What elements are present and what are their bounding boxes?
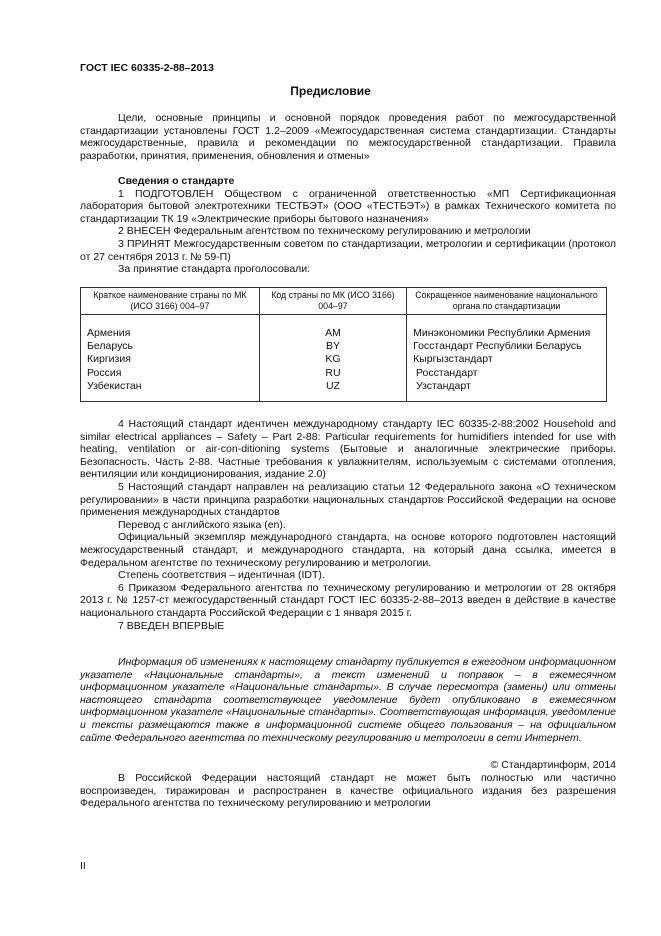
country-cell: Беларусь xyxy=(81,340,260,353)
about-item-2: 2 ВНЕСЕН Федеральным агентством по техническому регулированию и метрологии xyxy=(118,225,531,238)
page-title: Предисловие xyxy=(290,84,371,98)
table-row xyxy=(81,367,607,380)
code-cell: BY xyxy=(259,340,406,353)
information-notice-section xyxy=(80,656,616,744)
body-cell: Узстандарт xyxy=(407,380,607,402)
body-cell: Госстандарт Республики Беларусь xyxy=(407,340,607,353)
item-7-paragraph: 7 ВВЕДЕН ВПЕРВЫЕ xyxy=(118,619,225,632)
code-cell: UZ xyxy=(259,380,406,402)
header-standards-body: Сокращенное наименование национального органа по стандартизации xyxy=(407,288,607,315)
country-cell: Узбекистан xyxy=(81,380,260,402)
restriction-paragraph: В Российской Федерации настоящий стандарт не может быть полностью или частично воспроизведен, тиражирован и распространен в качестве официального издания без разрешения Федерального агентства по техническому регулированию и метрологии xyxy=(80,772,616,810)
about-item-3: 3 ПРИНЯТ Межгосударственным советом по стандартизации, метрологии и сертификации (протокол от 27 сентября 2013 г. № 59-П) xyxy=(80,237,616,263)
votes-table xyxy=(80,287,607,402)
body-cell: Кыргызстандарт xyxy=(407,353,607,366)
country-cell: Киргизия xyxy=(81,353,260,366)
vote-intro: За принятие стандарта проголосовали: xyxy=(118,263,311,276)
item-6-paragraph: 6 Приказом Федерального агентства по техническому регулированию и метрологии от 28 октября 2013 г. № 1257-ст межгосударственный стандарт ГОСТ IEC 60335-2-88–2013 введен в действие в качестве национального стандарта Российской Федерации с 1 января 2015 г. xyxy=(80,581,616,619)
table-row xyxy=(81,380,607,402)
compliance-degree-paragraph: Степень соответствия – идентичная (IDT). xyxy=(118,569,325,582)
item-5-paragraph: 5 Настоящий стандарт направлен на реализацию статьи 12 Федерального закона «О техническом регулировании» в части принципа разработки национальных стандартов Российской Федерации на основе применения международных стандартов xyxy=(80,480,616,519)
copyright-line: © Стандартинформ, 2014 xyxy=(490,759,616,771)
information-notice: Информация об изменениях к настоящему стандарту публикуется в ежегодном информационном указателе «Национальные стандарты», а текст изменений и поправок – в ежемесячном информационном указателе «Национальные стандарты». В случае пересмотра (замены) или отмены настоящего стандарта соответствующее уведомление будет опубликовано в ежемесячном информационном указателе «Национальные стандарты». Соответствующая информация, уведомление и тексты размещаются также в информационной системе общего пользования – на официальном сайте Федерального агентства по техническому регулированию и метрологии в сети Интернет. xyxy=(80,656,616,744)
about-item-1: 1 ПОДГОТОВЛЕН Обществом с ограниченной ответственностью «МП Сертификационная лаборатория бытовой электротехники ТЕСТБЭТ» (ООО «ТЕСТБЭТ») в рамках Технического комитета по стандартизации ТК 19 «Электрические приборы бытового назначения» xyxy=(80,187,616,225)
page-number: II xyxy=(80,860,86,872)
document-code-header: ГОСТ IEC 60335-2-88–2013 xyxy=(80,62,214,74)
table-row xyxy=(81,340,607,353)
about-standard-section xyxy=(80,175,616,276)
item-4-paragraph: 4 Настоящий стандарт идентичен международному стандарту IEC 60335-2-88:2002 Household and similar electrical appliances – Safety – Part 2-88: Particular requirements for humidifiers intended for use with heating, ventilation or air-con-ditioning systems (Бытовые и аналогичные электрические приборы. Безопасность. Часть 2-88. Частные требования к увлажнителям, используемым с системами отопления, вентиляции или кондиционирования, издание 2.0) xyxy=(80,418,616,481)
code-cell: KG xyxy=(259,353,406,366)
about-heading: Сведения о стандарте xyxy=(118,175,235,187)
restriction-section xyxy=(80,772,616,810)
votes-table-header-row xyxy=(81,288,607,315)
translation-paragraph: Перевод с английского языка (en). xyxy=(118,518,286,531)
header-country-code: Код страны по МК (ИСО 3166) 004–97 xyxy=(259,288,406,315)
intro-section xyxy=(80,112,616,162)
header-country-name: Краткое наименование страны по МК (ИСО 3166) 004–97 xyxy=(81,288,260,315)
standard-details-section xyxy=(80,418,616,632)
intro-paragraph: Цели, основные принципы и основной порядок проведения работ по межгосударственной стандартизации установлены ГОСТ 1.2–2009 «Межгосударственная система стандартизации. Стандарты межгосударственные, правила и рекомендации по межгосударственной стандартизации. Правила разработки, принятия, применения, обновления и отмены» xyxy=(80,112,616,162)
table-row xyxy=(81,315,607,341)
code-cell: AM xyxy=(259,315,406,341)
country-cell: Россия xyxy=(81,367,260,380)
code-cell: RU xyxy=(259,367,406,380)
official-copy-paragraph: Официальный экземпляр международного стандарта, на основе которого подготовлен настоящий межгосударственный стандарт, и международного стандарта, на который дана ссылка, имеется в Федеральном агентстве по техническому регулированию и метрологии. xyxy=(80,531,616,569)
body-cell: Росстандарт xyxy=(407,367,607,380)
country-cell: Армения xyxy=(81,315,260,341)
body-cell: Минэкономики Республики Армения xyxy=(407,315,607,341)
table-row xyxy=(81,353,607,366)
